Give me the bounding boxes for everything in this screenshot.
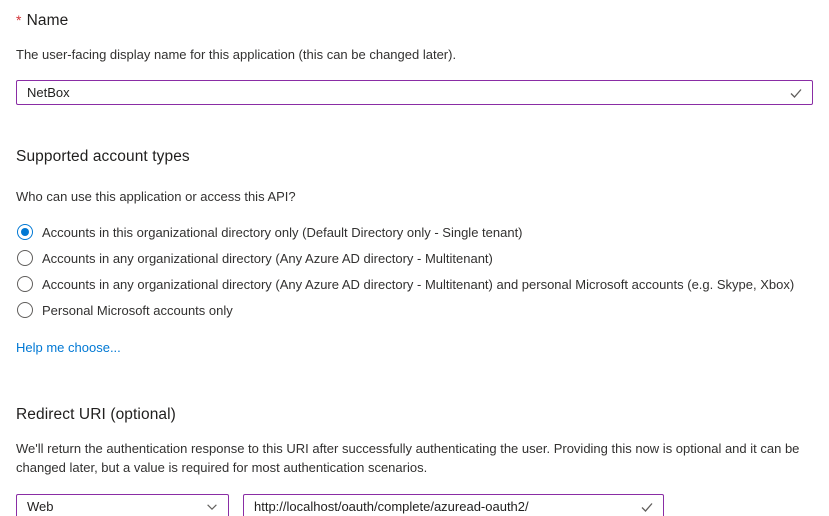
radio-icon (17, 302, 33, 318)
radio-option-single-tenant[interactable] (16, 219, 813, 245)
radio-option-multitenant[interactable] (16, 245, 813, 271)
name-label: Name (26, 12, 69, 29)
name-description: The user-facing display name for this application (this can be changed later). (16, 47, 457, 62)
redirect-uri-description: We'll return the authentication response to this URI after successfully authenticating the user. Providing this now is optional and it can be changed later, but a value is required for most authentication scenarios. (16, 441, 800, 475)
radio-option-personal-only[interactable] (16, 297, 813, 323)
radio-option-label: Accounts in this organizational directory only (Default Directory only - Single tenant) (42, 224, 523, 240)
chevron-down-icon (205, 500, 219, 514)
name-input-wrap (16, 80, 813, 105)
name-input[interactable] (16, 80, 813, 105)
account-types-question: Who can use this application or access this API? (16, 189, 296, 204)
redirect-uri-heading: Redirect URI (optional) (16, 406, 176, 423)
required-marker: * (16, 12, 22, 28)
radio-option-label: Accounts in any organizational directory (Any Azure AD directory - Multitenant) (42, 250, 493, 266)
platform-select-value: Web (27, 499, 54, 514)
redirect-uri-controls (16, 494, 813, 516)
radio-icon (17, 276, 33, 292)
radio-icon (17, 250, 33, 266)
radio-option-multitenant-personal[interactable] (16, 271, 813, 297)
radio-option-label: Personal Microsoft accounts only (42, 302, 233, 318)
redirect-uri-input-wrap (243, 494, 664, 516)
name-section-heading (16, 0, 813, 30)
radio-option-label: Accounts in any organizational directory (Any Azure AD directory - Multitenant) and personal Microsoft accounts (e.g. Skype, Xbox) (42, 276, 795, 292)
redirect-uri-input[interactable] (243, 494, 664, 516)
supported-account-types-heading: Supported account types (16, 148, 190, 165)
help-me-choose-link[interactable]: Help me choose... (16, 340, 121, 355)
radio-icon (17, 224, 33, 240)
platform-select[interactable] (16, 494, 229, 516)
account-types-radio-group (16, 219, 813, 323)
